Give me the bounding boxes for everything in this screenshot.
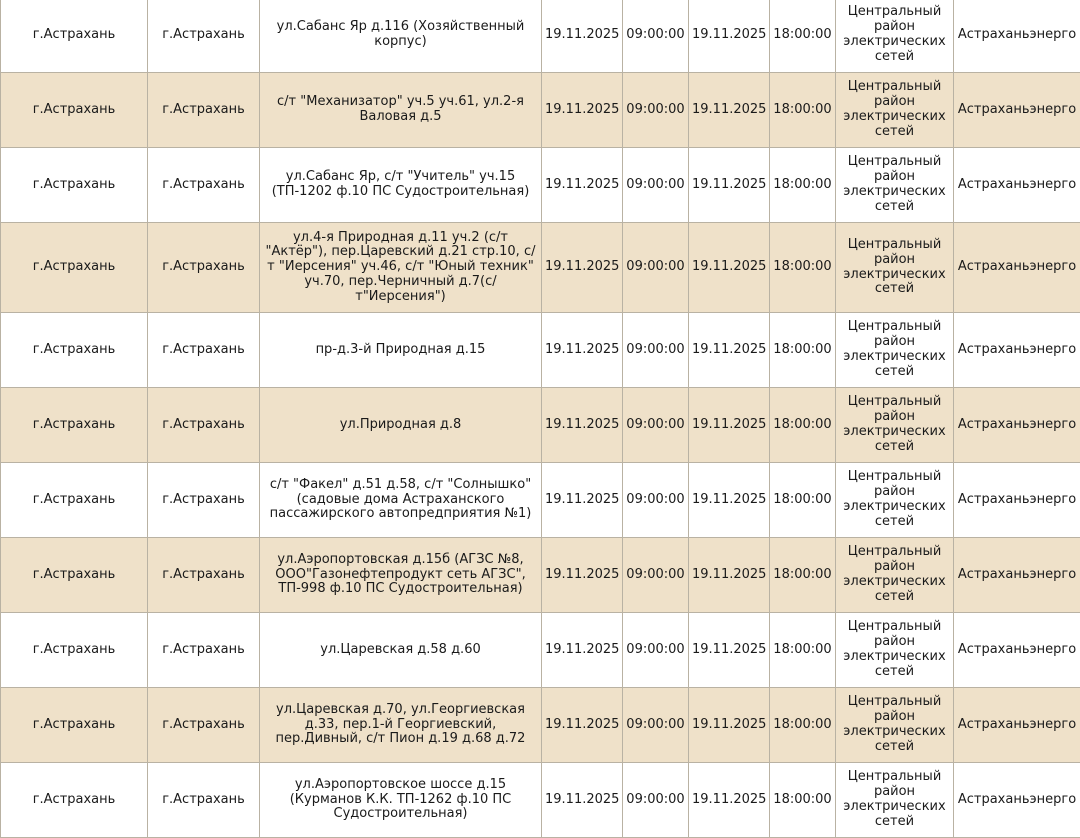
- end-time-cell: 18:00:00: [770, 313, 836, 388]
- district-cell: Центральный район электрических сетей: [836, 148, 954, 223]
- locality-cell: г.Астрахань: [148, 73, 260, 148]
- organization-cell: Астраханьэнерго: [954, 148, 1080, 223]
- address-cell: ул.Царевская д.70, ул.Георгиевская д.33, пер.1-й Георгиевский, пер.Дивный, с/т Пион д.19 д.68 д.72: [260, 688, 542, 763]
- end-date-cell: 19.11.2025: [689, 538, 770, 613]
- start-time-cell: 09:00:00: [623, 538, 689, 613]
- end-date-cell: 19.11.2025: [689, 388, 770, 463]
- locality-cell: г.Астрахань: [148, 538, 260, 613]
- start-date-cell: 19.11.2025: [542, 463, 623, 538]
- table-row: [1, 148, 1080, 223]
- organization-cell: Астраханьэнерго: [954, 688, 1080, 763]
- start-date-cell: 19.11.2025: [542, 148, 623, 223]
- start-date-cell: 19.11.2025: [542, 688, 623, 763]
- organization-cell: Астраханьэнерго: [954, 613, 1080, 688]
- start-time-cell: 09:00:00: [623, 613, 689, 688]
- end-date-cell: 19.11.2025: [689, 463, 770, 538]
- table-row: [1, 0, 1080, 73]
- address-cell: ул.Сабанс Яр д.116 (Хозяйственный корпус): [260, 0, 542, 73]
- address-cell: ул.Царевская д.58 д.60: [260, 613, 542, 688]
- start-time-cell: 09:00:00: [623, 763, 689, 838]
- table-row: [1, 73, 1080, 148]
- end-time-cell: 18:00:00: [770, 0, 836, 73]
- start-time-cell: 09:00:00: [623, 463, 689, 538]
- locality-cell: г.Астрахань: [148, 388, 260, 463]
- start-date-cell: 19.11.2025: [542, 223, 623, 313]
- district-cell: Центральный район электрических сетей: [836, 73, 954, 148]
- organization-cell: Астраханьэнерго: [954, 0, 1080, 73]
- city-cell: г.Астрахань: [1, 688, 148, 763]
- end-date-cell: 19.11.2025: [689, 763, 770, 838]
- end-time-cell: 18:00:00: [770, 463, 836, 538]
- organization-cell: Астраханьэнерго: [954, 313, 1080, 388]
- start-time-cell: 09:00:00: [623, 73, 689, 148]
- district-cell: Центральный район электрических сетей: [836, 313, 954, 388]
- end-time-cell: 18:00:00: [770, 223, 836, 313]
- end-date-cell: 19.11.2025: [689, 313, 770, 388]
- table-row: [1, 388, 1080, 463]
- address-cell: ул.Сабанс Яр, с/т "Учитель" уч.15 (ТП-1202 ф.10 ПС Судостроительная): [260, 148, 542, 223]
- locality-cell: г.Астрахань: [148, 763, 260, 838]
- locality-cell: г.Астрахань: [148, 463, 260, 538]
- start-time-cell: 09:00:00: [623, 223, 689, 313]
- district-cell: Центральный район электрических сетей: [836, 463, 954, 538]
- start-date-cell: 19.11.2025: [542, 763, 623, 838]
- start-date-cell: 19.11.2025: [542, 73, 623, 148]
- district-cell: Центральный район электрических сетей: [836, 688, 954, 763]
- address-cell: пр-д.3-й Природная д.15: [260, 313, 542, 388]
- start-time-cell: 09:00:00: [623, 388, 689, 463]
- locality-cell: г.Астрахань: [148, 148, 260, 223]
- locality-cell: г.Астрахань: [148, 0, 260, 73]
- organization-cell: Астраханьэнерго: [954, 223, 1080, 313]
- district-cell: Центральный район электрических сетей: [836, 538, 954, 613]
- organization-cell: Астраханьэнерго: [954, 538, 1080, 613]
- start-date-cell: 19.11.2025: [542, 0, 623, 73]
- end-date-cell: 19.11.2025: [689, 613, 770, 688]
- organization-cell: Астраханьэнерго: [954, 463, 1080, 538]
- table-row: [1, 538, 1080, 613]
- city-cell: г.Астрахань: [1, 463, 148, 538]
- end-date-cell: 19.11.2025: [689, 0, 770, 73]
- organization-cell: Астраханьэнерго: [954, 763, 1080, 838]
- organization-cell: Астраханьэнерго: [954, 388, 1080, 463]
- start-date-cell: 19.11.2025: [542, 388, 623, 463]
- district-cell: Центральный район электрических сетей: [836, 613, 954, 688]
- table-row: [1, 688, 1080, 763]
- district-cell: Центральный район электрических сетей: [836, 388, 954, 463]
- city-cell: г.Астрахань: [1, 148, 148, 223]
- start-date-cell: 19.11.2025: [542, 613, 623, 688]
- city-cell: г.Астрахань: [1, 223, 148, 313]
- district-cell: Центральный район электрических сетей: [836, 223, 954, 313]
- table-row: [1, 613, 1080, 688]
- start-date-cell: 19.11.2025: [542, 538, 623, 613]
- start-date-cell: 19.11.2025: [542, 313, 623, 388]
- end-time-cell: 18:00:00: [770, 73, 836, 148]
- district-cell: Центральный район электрических сетей: [836, 763, 954, 838]
- address-cell: ул.Аэропортовская д.15б (АГЗС №8, ООО"Газонефтепродукт сеть АГЗС", ТП-998 ф.10 ПС Судостроительная): [260, 538, 542, 613]
- city-cell: г.Астрахань: [1, 613, 148, 688]
- end-date-cell: 19.11.2025: [689, 148, 770, 223]
- city-cell: г.Астрахань: [1, 538, 148, 613]
- locality-cell: г.Астрахань: [148, 313, 260, 388]
- city-cell: г.Астрахань: [1, 73, 148, 148]
- end-time-cell: 18:00:00: [770, 613, 836, 688]
- start-time-cell: 09:00:00: [623, 688, 689, 763]
- end-time-cell: 18:00:00: [770, 388, 836, 463]
- city-cell: г.Астрахань: [1, 0, 148, 73]
- city-cell: г.Астрахань: [1, 388, 148, 463]
- start-time-cell: 09:00:00: [623, 313, 689, 388]
- table-row: [1, 763, 1080, 838]
- locality-cell: г.Астрахань: [148, 688, 260, 763]
- city-cell: г.Астрахань: [1, 313, 148, 388]
- address-cell: ул.4-я Природная д.11 уч.2 (с/т "Актёр"), пер.Царевский д.21 стр.10, с/т "Иерсения" уч.46, с/т "Юный техник" уч.70, пер.Черничный д.7(с/т"Иерсения"): [260, 223, 542, 313]
- address-cell: ул.Природная д.8: [260, 388, 542, 463]
- table-row: [1, 463, 1080, 538]
- start-time-cell: 09:00:00: [623, 0, 689, 73]
- organization-cell: Астраханьэнерго: [954, 73, 1080, 148]
- city-cell: г.Астрахань: [1, 763, 148, 838]
- locality-cell: г.Астрахань: [148, 223, 260, 313]
- end-time-cell: 18:00:00: [770, 688, 836, 763]
- table-row: [1, 223, 1080, 313]
- end-time-cell: 18:00:00: [770, 763, 836, 838]
- locality-cell: г.Астрахань: [148, 613, 260, 688]
- address-cell: с/т "Механизатор" уч.5 уч.61, ул.2-я Валовая д.5: [260, 73, 542, 148]
- end-date-cell: 19.11.2025: [689, 73, 770, 148]
- table-row: [1, 313, 1080, 388]
- table-body: [1, 0, 1080, 838]
- end-date-cell: 19.11.2025: [689, 223, 770, 313]
- district-cell: Центральный район электрических сетей: [836, 0, 954, 73]
- start-time-cell: 09:00:00: [623, 148, 689, 223]
- end-time-cell: 18:00:00: [770, 148, 836, 223]
- end-date-cell: 19.11.2025: [689, 688, 770, 763]
- address-cell: ул.Аэропортовское шоссе д.15 (Курманов К.К. ТП-1262 ф.10 ПС Судостроительная): [260, 763, 542, 838]
- end-time-cell: 18:00:00: [770, 538, 836, 613]
- address-cell: с/т "Факел" д.51 д.58, с/т "Солнышко" (садовые дома Астраханского пассажирского автопредприятия №1): [260, 463, 542, 538]
